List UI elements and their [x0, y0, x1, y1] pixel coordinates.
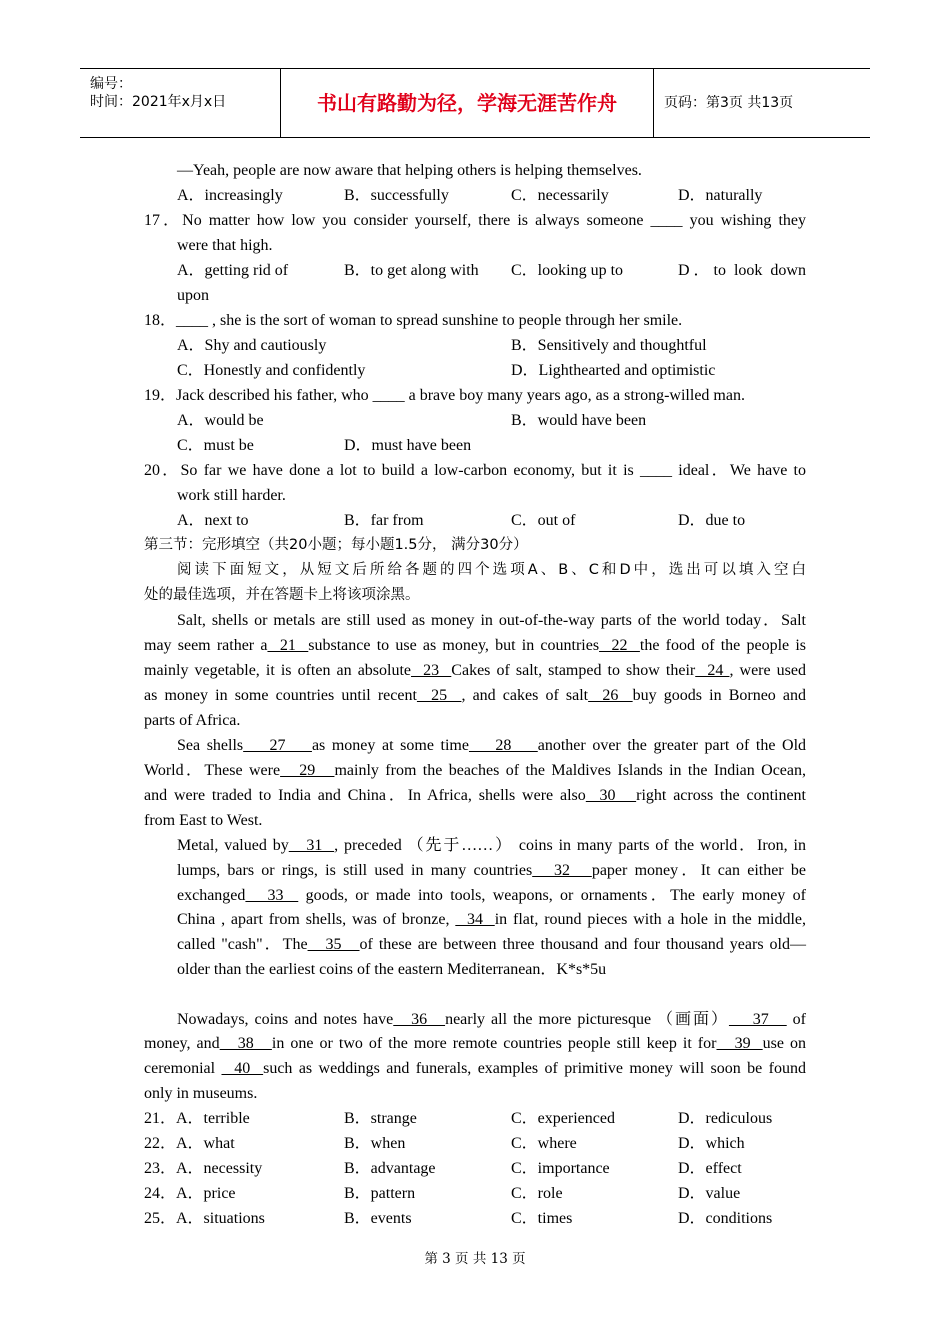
passage-line: Salt, shells or metals are still used as money in out-of-the-way parts of the world today．Salt	[177, 612, 806, 629]
passage-line: may seem rather a 21 substance to use as money, but in countries 22 the food of the people is	[144, 637, 807, 654]
blank-22: 22	[599, 637, 640, 654]
q19-option-b: B．would have been	[511, 412, 647, 429]
q17-stem: 17．No matter how low you consider yourself, there is always someone ____ you wishing they	[144, 212, 806, 229]
passage-line: lumps, bars or rings, is still used in many countries 32 paper money．It can either be	[177, 862, 807, 879]
blank-31: 31	[288, 837, 335, 854]
q16-option-c: C．necessarily	[511, 187, 609, 204]
passage-line: money, and 38 in one or two of the more remote countries people still keep it for 39 use on	[144, 1035, 807, 1052]
passage-line: as money in some countries until recent 25 , and cakes of salt 26 buy goods in Borneo and	[144, 687, 807, 704]
passage-line: called "cash"．The 35 of these are between three thousand and four thousand years old—	[177, 936, 806, 953]
q24-option-a: 24．A．price	[144, 1185, 236, 1202]
q17-option-d-cont: upon	[177, 287, 209, 304]
q25-option-a: 25．A．situations	[144, 1210, 265, 1227]
blank-28: 28	[468, 737, 538, 754]
q17-option-d: D．to look down	[678, 262, 806, 279]
q24-option-b: B．pattern	[344, 1185, 416, 1202]
blank-37: 37	[728, 1011, 787, 1028]
q21-option-a: 21．A．terrible	[144, 1110, 250, 1127]
q21-option-d: D．rediculous	[678, 1110, 773, 1127]
q23-option-c: C．importance	[511, 1160, 610, 1177]
passage-line: older than the earliest coins of the eastern Mediterranean．K*s*5u	[177, 961, 607, 978]
blank-40: 40	[221, 1060, 264, 1077]
passage-line: Sea shells 27 as money at some time 28 another over the greater part of the Old	[177, 737, 807, 754]
q22-option-b: B．when	[344, 1135, 406, 1152]
q18-stem: 18．____ , she is the sort of woman to spread sunshine to people through her smile.	[144, 312, 683, 329]
passage-line: only in museums.	[144, 1085, 258, 1102]
page-indicator: 页码：第3页 共13页	[664, 95, 794, 111]
q20-stem-cont: work still harder.	[177, 487, 286, 504]
q18-option-b: B．Sensitively and thoughtful	[511, 337, 707, 354]
q18-option-d: D．Lighthearted and optimistic	[511, 362, 716, 379]
q16-option-a: A．increasingly	[177, 187, 283, 204]
passage-line: Nowadays, coins and notes have 36 nearly all the more picturesque （画面） 37 of	[177, 1011, 807, 1028]
blank-35: 35	[307, 936, 360, 953]
passage-line: and were traded to India and China．In Africa, shells were also 30 right across the continent	[144, 787, 807, 804]
blank-34: 34	[455, 911, 495, 928]
passage-line: from East to West.	[144, 812, 263, 829]
instructions-line-1: 阅读下面短文，从短文后所给各题的四个选项A、B、C和D中，选出可以填入空白	[177, 562, 806, 578]
q24-option-d: D．value	[678, 1185, 741, 1202]
blank-39: 39	[716, 1035, 763, 1052]
header-meta	[80, 69, 281, 137]
instructions-line-2: 处的最佳选项，并在答题卡上将该项涂黑。	[144, 587, 420, 603]
q21-option-b: B．strange	[344, 1110, 417, 1127]
q19-stem: 19．Jack described his father, who ____ a brave boy many years ago, as a strong-willed man.	[144, 387, 745, 404]
q20-stem: 20．So far we have done a lot to build a low-carbon economy, but it is ____ ideal．We have to	[144, 462, 807, 479]
q25-option-c: C．times	[511, 1210, 573, 1227]
header-motto: 书山有路勤为径，学海无涯苦作舟	[281, 69, 654, 137]
q20-option-a: A．next to	[177, 512, 249, 529]
q20-option-d: D．due to	[678, 512, 746, 529]
blank-27: 27	[243, 737, 312, 754]
q17-stem-cont: were that high.	[177, 237, 273, 254]
q18-option-a: A．Shy and cautiously	[177, 337, 327, 354]
q22-option-d: D．which	[678, 1135, 745, 1152]
q25-option-d: D．conditions	[678, 1210, 773, 1227]
q22-option-a: 22．A．what	[144, 1135, 235, 1152]
blank-24: 24	[695, 662, 730, 679]
blank-26: 26	[588, 687, 633, 704]
blank-30: 30	[585, 787, 637, 804]
dialog-line: —Yeah, people are now aware that helping others is helping themselves.	[177, 162, 642, 179]
q25-option-b: B．events	[344, 1210, 412, 1227]
passage-line: Metal, valued by 31 , preceded （先于……） coins in many parts of the world．Iron, in	[177, 837, 806, 854]
q17-option-c: C．looking up to	[511, 262, 624, 279]
passage-line: China , apart from shells, was of bronze, 34 in flat, round pieces with a hole in the middle,	[177, 911, 807, 928]
q21-option-c: C．experienced	[511, 1110, 615, 1127]
date-label: 时间：2021年x月x日	[90, 94, 227, 110]
q16-option-b: B．successfully	[344, 187, 449, 204]
q24-option-c: C．role	[511, 1185, 563, 1202]
page-header	[80, 68, 870, 138]
q20-option-b: B．far from	[344, 512, 424, 529]
q20-option-c: C．out of	[511, 512, 576, 529]
passage-line: parts of Africa.	[144, 712, 241, 729]
blank-33: 33	[245, 887, 299, 904]
blank-32: 32	[532, 862, 592, 879]
section-heading: 第三节：完形填空（共20小题；每小题1.5分， 满分30分）	[144, 537, 528, 553]
blank-21: 21	[267, 637, 309, 654]
q22-option-c: C．where	[511, 1135, 577, 1152]
q19-option-c: C．must be	[177, 437, 254, 454]
blank-25: 25	[416, 687, 462, 704]
page-footer: 第 3 页 共 13 页	[424, 1251, 526, 1267]
passage-line: World．These were 29 mainly from the beaches of the Maldives Islands in the Indian Ocean,	[144, 762, 806, 779]
passage-line: exchanged 33 goods, or made into tools, weapons, or ornaments．The early money of	[177, 887, 806, 904]
q19-option-d: D．must have been	[344, 437, 472, 454]
q18-option-c: C．Honestly and confidently	[177, 362, 366, 379]
number-label: 编号：	[90, 76, 132, 92]
q23-option-a: 23．A．necessity	[144, 1160, 263, 1177]
q23-option-b: B．advantage	[344, 1160, 436, 1177]
passage-line: ceremonial 40 such as weddings and funerals, examples of primitive money will soon be found	[144, 1060, 807, 1077]
blank-23: 23	[411, 662, 452, 679]
q16-option-d: D．naturally	[678, 187, 763, 204]
q19-option-a: A．would be	[177, 412, 264, 429]
blank-38: 38	[219, 1035, 272, 1052]
blank-29: 29	[280, 762, 335, 779]
q17-option-b: B．to get along with	[344, 262, 479, 279]
passage-line: mainly vegetable, it is often an absolute 23 Cakes of salt, stamped to show their 24 , were used	[144, 662, 807, 679]
q23-option-d: D．effect	[678, 1160, 742, 1177]
blank-36: 36	[393, 1011, 446, 1028]
q17-option-a: A．getting rid of	[177, 262, 289, 279]
